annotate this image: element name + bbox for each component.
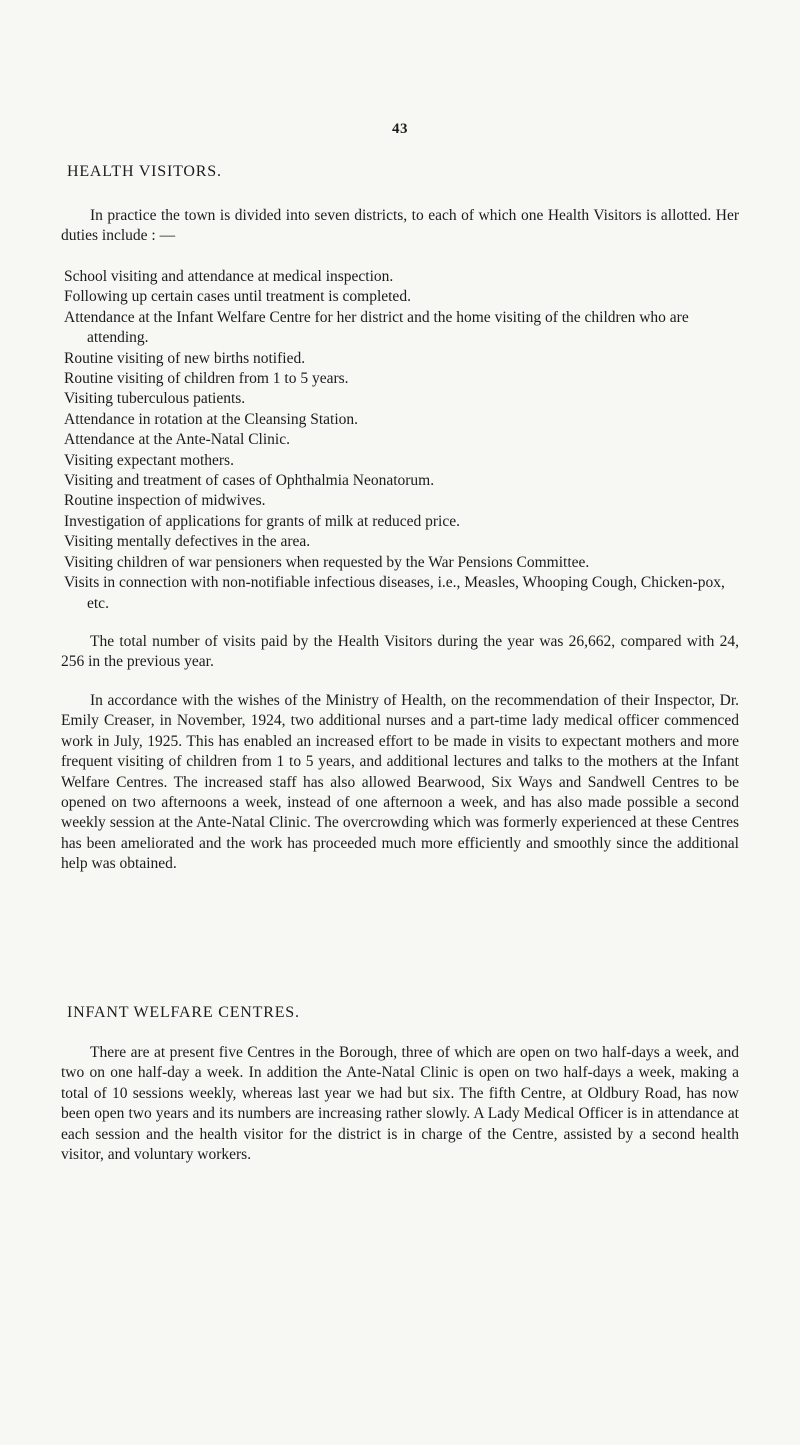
duty-item: Attendance at the Ante-Natal Clinic. — [64, 431, 290, 449]
duty-item: Visiting children of war pensioners when requested by the War Pensions Committee. — [64, 553, 590, 571]
duty-item: Attendance in rotation at the Cleansing Station. — [64, 410, 359, 428]
total-visits-paragraph: The total number of visits paid by the Health Visitors during the year was 26,662, compared with 24, 256 in the previous year. — [61, 633, 739, 671]
duty-item: Routine inspection of midwives. — [64, 492, 266, 510]
duty-item: Investigation of applications for grants of milk at reduced price. — [64, 512, 460, 530]
duty-item: Visiting tuberculous patients. — [64, 390, 246, 408]
health-visitors-intro: In practice the town is divided into seven districts, to each of which one Health Visitors is allotted. Her duties include : — — [61, 207, 739, 245]
duty-item: Visits in connection with non-notifiable infectious diseases, i.e., Measles, Whooping Cough, Chicken-pox, etc. — [64, 574, 725, 612]
infant-welfare-heading: INFANT WELFARE CENTRES. — [67, 1004, 300, 1021]
duty-item: Attendance at the Infant Welfare Centre for her district and the home visiting of the children who are attending. — [64, 308, 689, 347]
duty-item: School visiting and attendance at medical inspection. — [64, 268, 394, 285]
duties-list — [61, 267, 739, 614]
health-visitors-heading: HEALTH VISITORS. — [67, 163, 222, 180]
accordance-paragraph: In accordance with the wishes of the Ministry of Health, on the recommendation of their Inspector, Dr. Emily Creaser, in November, 1924, two additional nurses and a part-time lady medical officer commenced work in July, 1925. This has enabled an increased effort to be made in visits to expectant mothers and more frequent visiting of children from 1 to 5 years, and additional lectures and talks to the mothers at the Infant Welfare Centres. The increased staff has also allowed Bearwood, Six Ways and Sandwell Centres to be opened on two afternoons a week, instead of one afternoon a week, and has also made possible a second weekly session at the Ante-Natal Clinic. The overcrowding which was formerly experienced at these Centres has been ameliorated and the work has proceeded much more efficiently and smoothly since the additional help was obtained. — [61, 692, 739, 873]
duty-item: Visiting expectant mothers. — [64, 451, 234, 469]
duty-item: Visiting and treatment of cases of Ophthalmia Neonatorum. — [64, 472, 435, 490]
infant-welfare-paragraph: There are at present five Centres in the Borough, three of which are open on two half-days a week, and two on one half-day a week. In addition the Ante-Natal Clinic is open on two half-days a week, making a total of 10 sessions weekly, whereas last year we had but six. The fifth Centre, at Oldbury Road, has now been open two years and its numbers are increasing rather slowly. A Lady Medical Officer is in attendance at each session and the health visitor for the district is in charge of the Centre, assisted by a second health visitor, and voluntary workers. — [61, 1044, 739, 1164]
duty-item: Visiting mentally defectives in the area. — [64, 533, 311, 551]
duty-item: Following up certain cases until treatment is completed. — [64, 288, 411, 306]
page-number: 43 — [392, 121, 408, 137]
duty-item: Routine visiting of new births notified. — [64, 349, 306, 367]
duty-item: Routine visiting of children from 1 to 5 years. — [64, 370, 349, 388]
